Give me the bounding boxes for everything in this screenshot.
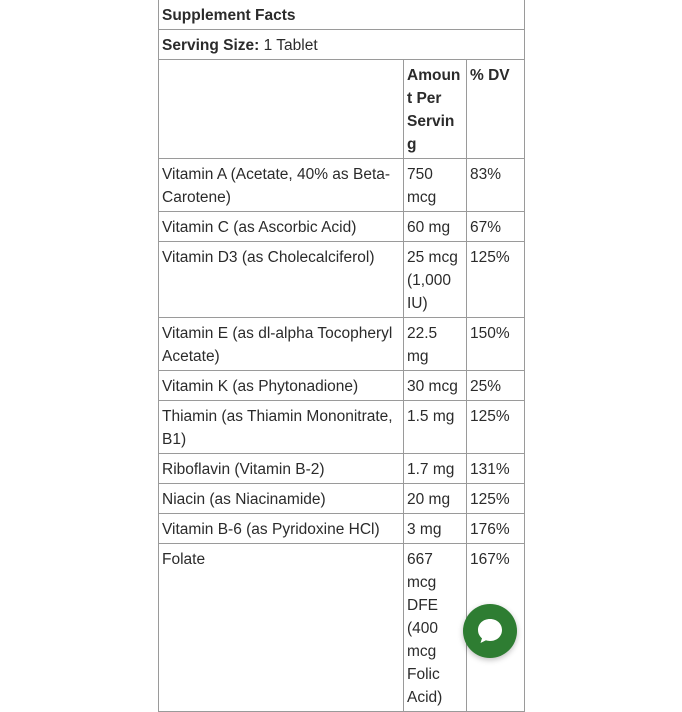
nutrient-amount: 30 mcg: [404, 371, 467, 401]
nutrient-dv: 125%: [467, 484, 525, 514]
header-nutrient: [159, 60, 404, 159]
serving-size-row: [159, 30, 525, 60]
table-row: [159, 318, 525, 371]
nutrient-amount: 3 mg: [404, 514, 467, 544]
nutrient-dv: 125%: [467, 401, 525, 454]
nutrient-dv: 125%: [467, 242, 525, 318]
nutrient-name: Niacin (as Niacinamide): [159, 484, 404, 514]
nutrient-amount: 22.5 mg: [404, 318, 467, 371]
table-row: [159, 514, 525, 544]
serving-size-value: 1 Tablet: [263, 37, 318, 54]
chat-bubble-icon: [475, 616, 505, 646]
serving-size-cell: [159, 30, 525, 60]
nutrient-dv: 67%: [467, 212, 525, 242]
nutrient-dv: 150%: [467, 318, 525, 371]
nutrient-amount: 20 mg: [404, 484, 467, 514]
nutrient-amount: 667 mcg DFE (400 mcg Folic Acid): [404, 544, 467, 712]
nutrient-dv: 83%: [467, 159, 525, 212]
table-row: [159, 454, 525, 484]
nutrient-amount: 25 mcg (1,000 IU): [404, 242, 467, 318]
chat-button[interactable]: [463, 604, 517, 658]
nutrient-name: Vitamin D3 (as Cholecalciferol): [159, 242, 404, 318]
nutrient-dv: 131%: [467, 454, 525, 484]
header-dv: % DV: [467, 60, 525, 159]
table-row: [159, 159, 525, 212]
nutrient-amount: 1.7 mg: [404, 454, 467, 484]
nutrient-amount: 750 mcg: [404, 159, 467, 212]
table-row: [159, 212, 525, 242]
header-row: [159, 60, 525, 159]
nutrient-name: Vitamin C (as Ascorbic Acid): [159, 212, 404, 242]
title-row: [159, 0, 525, 30]
nutrient-name: Folate: [159, 544, 404, 712]
nutrient-name: Riboflavin (Vitamin B-2): [159, 454, 404, 484]
nutrient-name: Vitamin A (Acetate, 40% as Beta-Carotene): [159, 159, 404, 212]
header-amount: Amount Per Serving: [404, 60, 467, 159]
table-row: [159, 242, 525, 318]
table-row: [159, 484, 525, 514]
table-row: [159, 401, 525, 454]
serving-size-label: Serving Size:: [162, 37, 260, 54]
nutrient-dv: 167%: [467, 544, 525, 712]
nutrient-name: Thiamin (as Thiamin Mononitrate, B1): [159, 401, 404, 454]
nutrient-dv: 25%: [467, 371, 525, 401]
nutrient-name: Vitamin K (as Phytonadione): [159, 371, 404, 401]
nutrient-name: Vitamin B-6 (as Pyridoxine HCl): [159, 514, 404, 544]
nutrient-amount: 60 mg: [404, 212, 467, 242]
nutrient-amount: 1.5 mg: [404, 401, 467, 454]
panel-title: Supplement Facts: [159, 0, 525, 30]
nutrient-dv: 176%: [467, 514, 525, 544]
nutrient-name: Vitamin E (as dl-alpha Tocopheryl Acetate): [159, 318, 404, 371]
table-row: [159, 371, 525, 401]
supplement-facts-table: [158, 0, 525, 712]
